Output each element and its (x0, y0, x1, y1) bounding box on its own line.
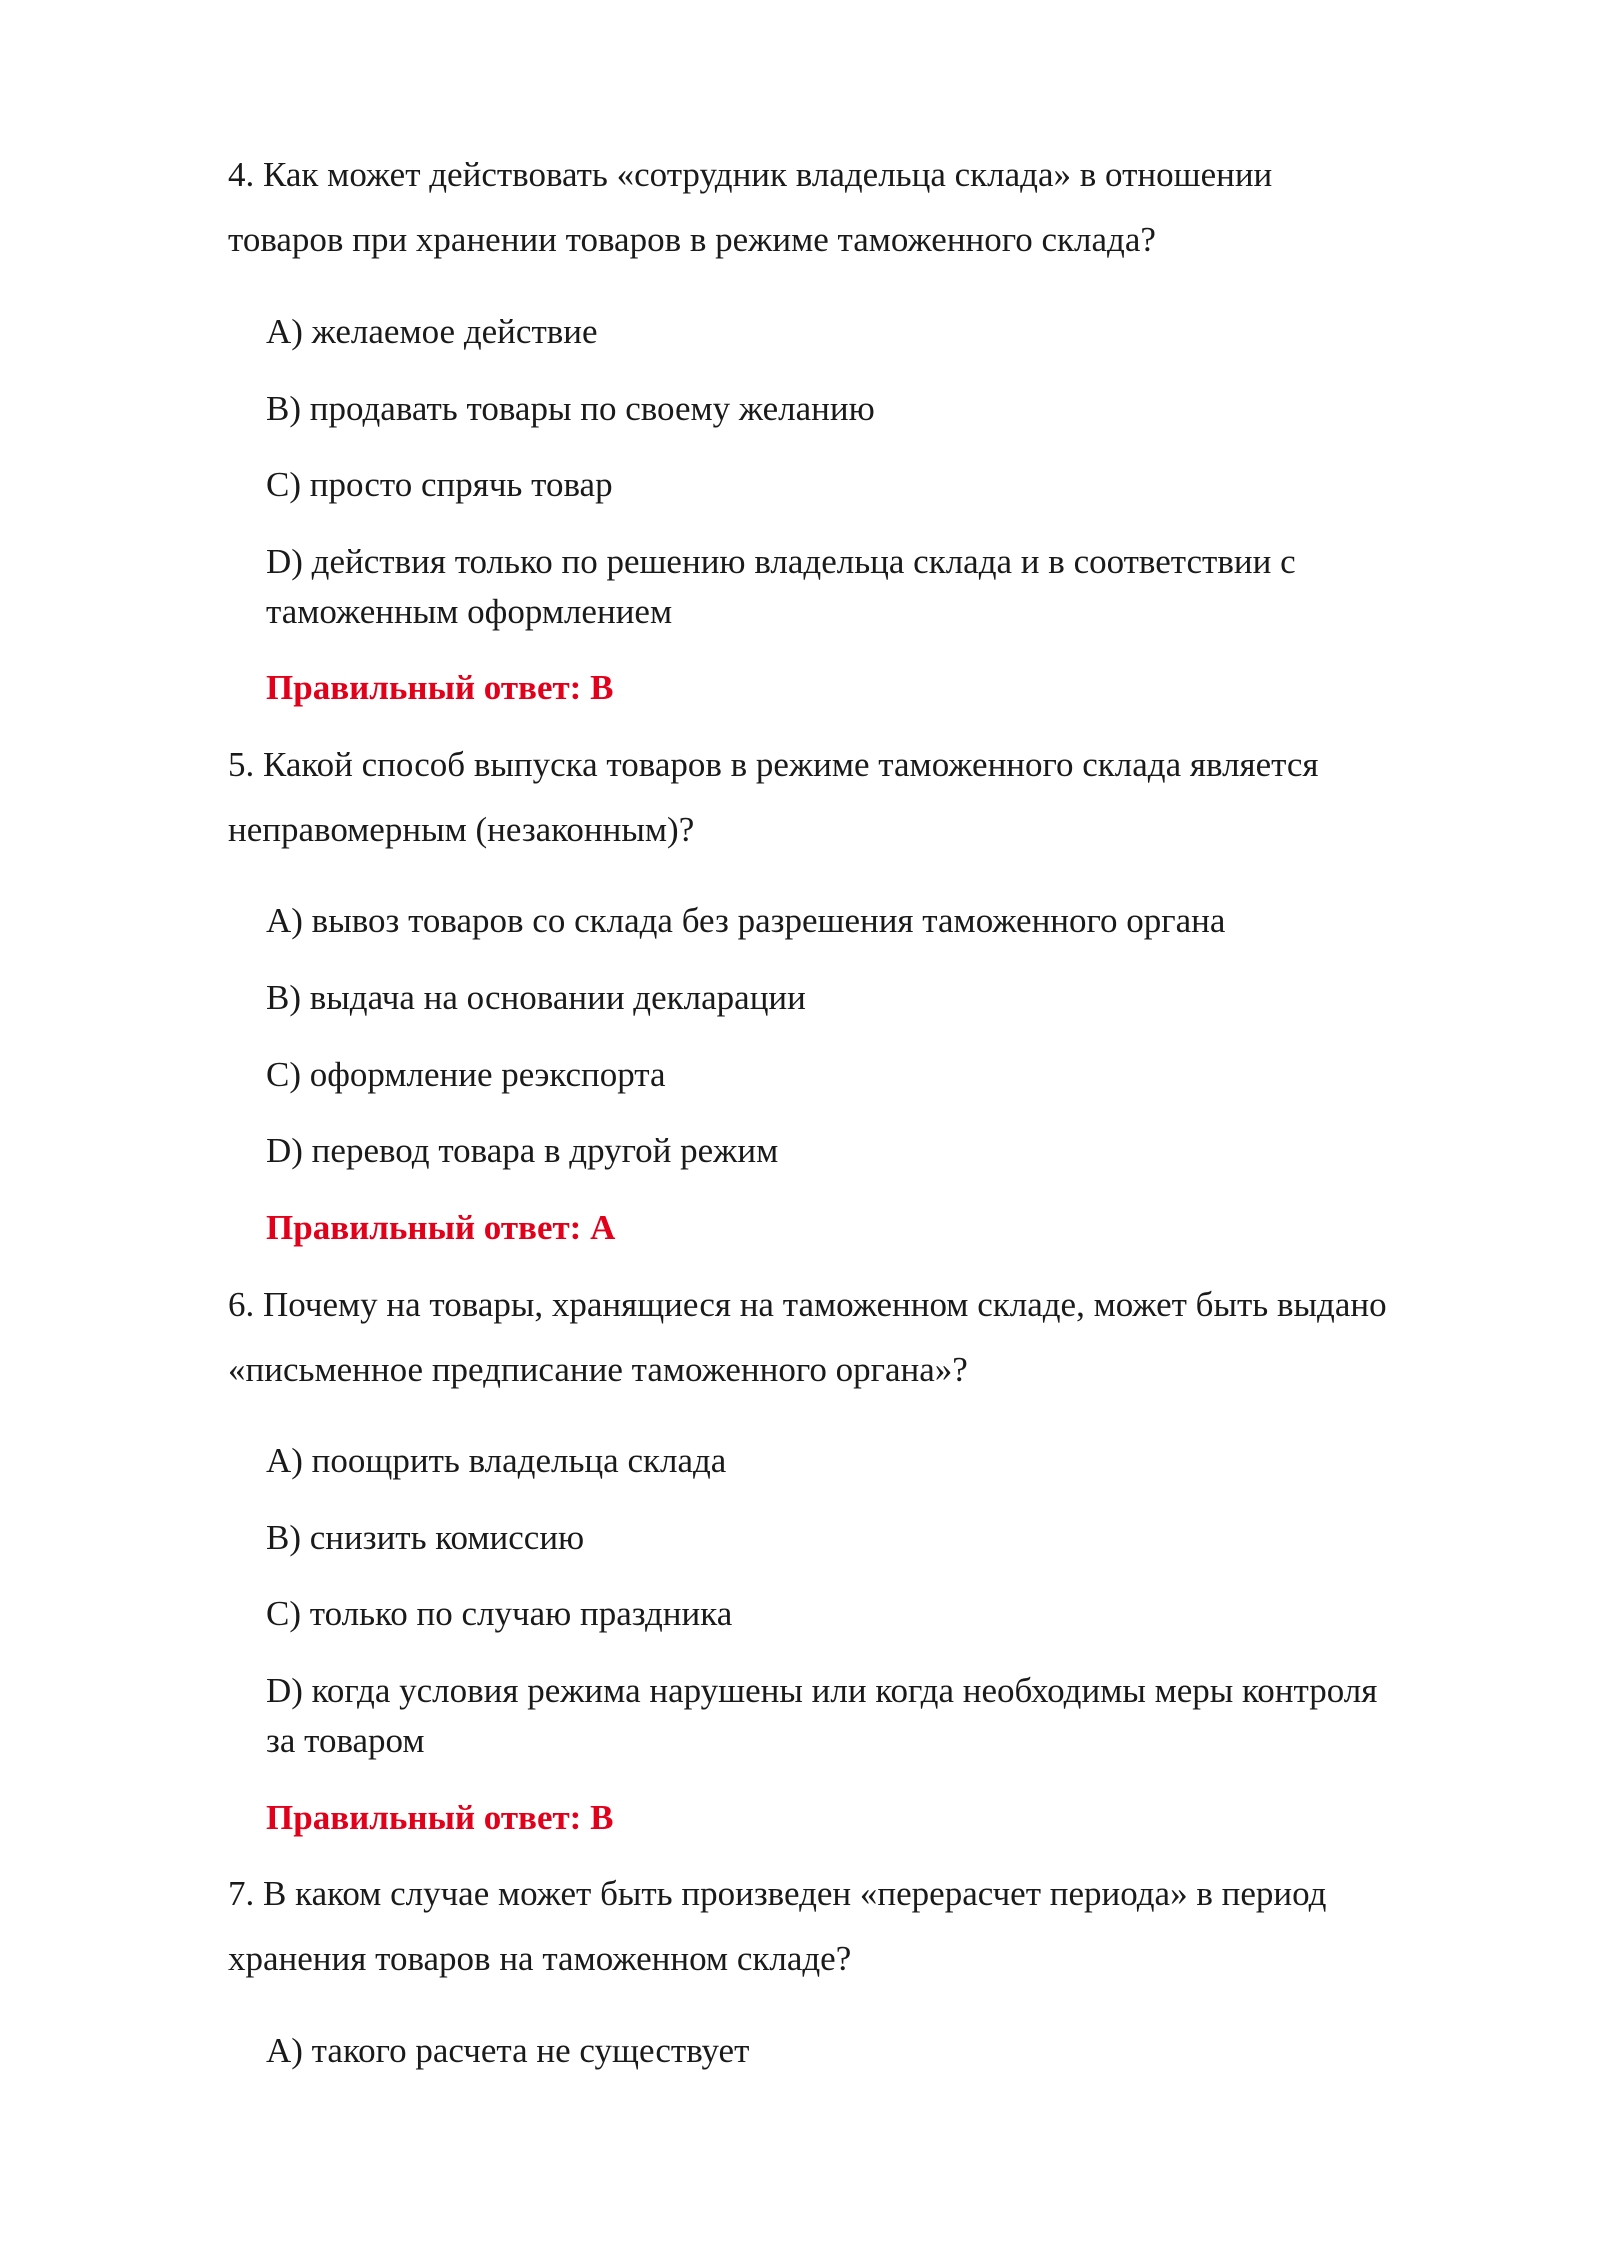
question-6-option-a: A) поощрить владельца склада (266, 1441, 727, 1480)
question-5-option-b: B) выдача на основании декларации (266, 978, 806, 1017)
question-6-option-d-line-1: D) когда условия режима нарушены или когда необходимы меры контроля (266, 1671, 1378, 1710)
question-5-correct-answer: Правильный ответ: A (266, 1208, 616, 1247)
question-6-correct-answer: Правильный ответ: B (266, 1798, 614, 1837)
question-5-option-a: A) вывоз товаров со склада без разрешения таможенного органа (266, 901, 1226, 940)
question-6-option-d-line-2: за товаром (266, 1721, 425, 1760)
question-7-text-line-2: хранения товаров на таможенном складе? (228, 1939, 852, 1978)
question-4-option-a: A) желаемое действие (266, 312, 598, 351)
question-4-option-c: C) просто спрячь товар (266, 465, 613, 504)
question-7-text-line-1: 7. В каком случае может быть произведен «перерасчет периода» в период (228, 1874, 1327, 1913)
question-5-text-line-1: 5. Какой способ выпуска товаров в режиме таможенного склада является (228, 745, 1319, 784)
question-6-text-line-2: «письменное предписание таможенного органа»? (228, 1350, 968, 1389)
question-6-text-line-1: 6. Почему на товары, хранящиеся на таможенном складе, может быть выдано (228, 1285, 1387, 1324)
question-5-option-d: D) перевод товара в другой режим (266, 1131, 779, 1170)
question-7-option-a: A) такого расчета не существует (266, 2031, 750, 2070)
question-6-option-b: B) снизить комиссию (266, 1518, 585, 1557)
question-4-option-d-line-2: таможенным оформлением (266, 592, 673, 631)
question-4-option-b: B) продавать товары по своему желанию (266, 389, 875, 428)
question-6-option-c: C) только по случаю праздника (266, 1594, 733, 1633)
question-4-text-line-2: товаров при хранении товаров в режиме таможенного склада? (228, 220, 1156, 259)
question-5-text-line-2: неправомерным (незаконным)? (228, 810, 695, 849)
question-4-text-line-1: 4. Как может действовать «сотрудник владельца склада» в отношении (228, 155, 1273, 194)
question-4-option-d-line-1: D) действия только по решению владельца склада и в соответствии с (266, 542, 1296, 581)
question-5-option-c: C) оформление реэкспорта (266, 1055, 666, 1094)
question-4-correct-answer: Правильный ответ: B (266, 668, 614, 707)
